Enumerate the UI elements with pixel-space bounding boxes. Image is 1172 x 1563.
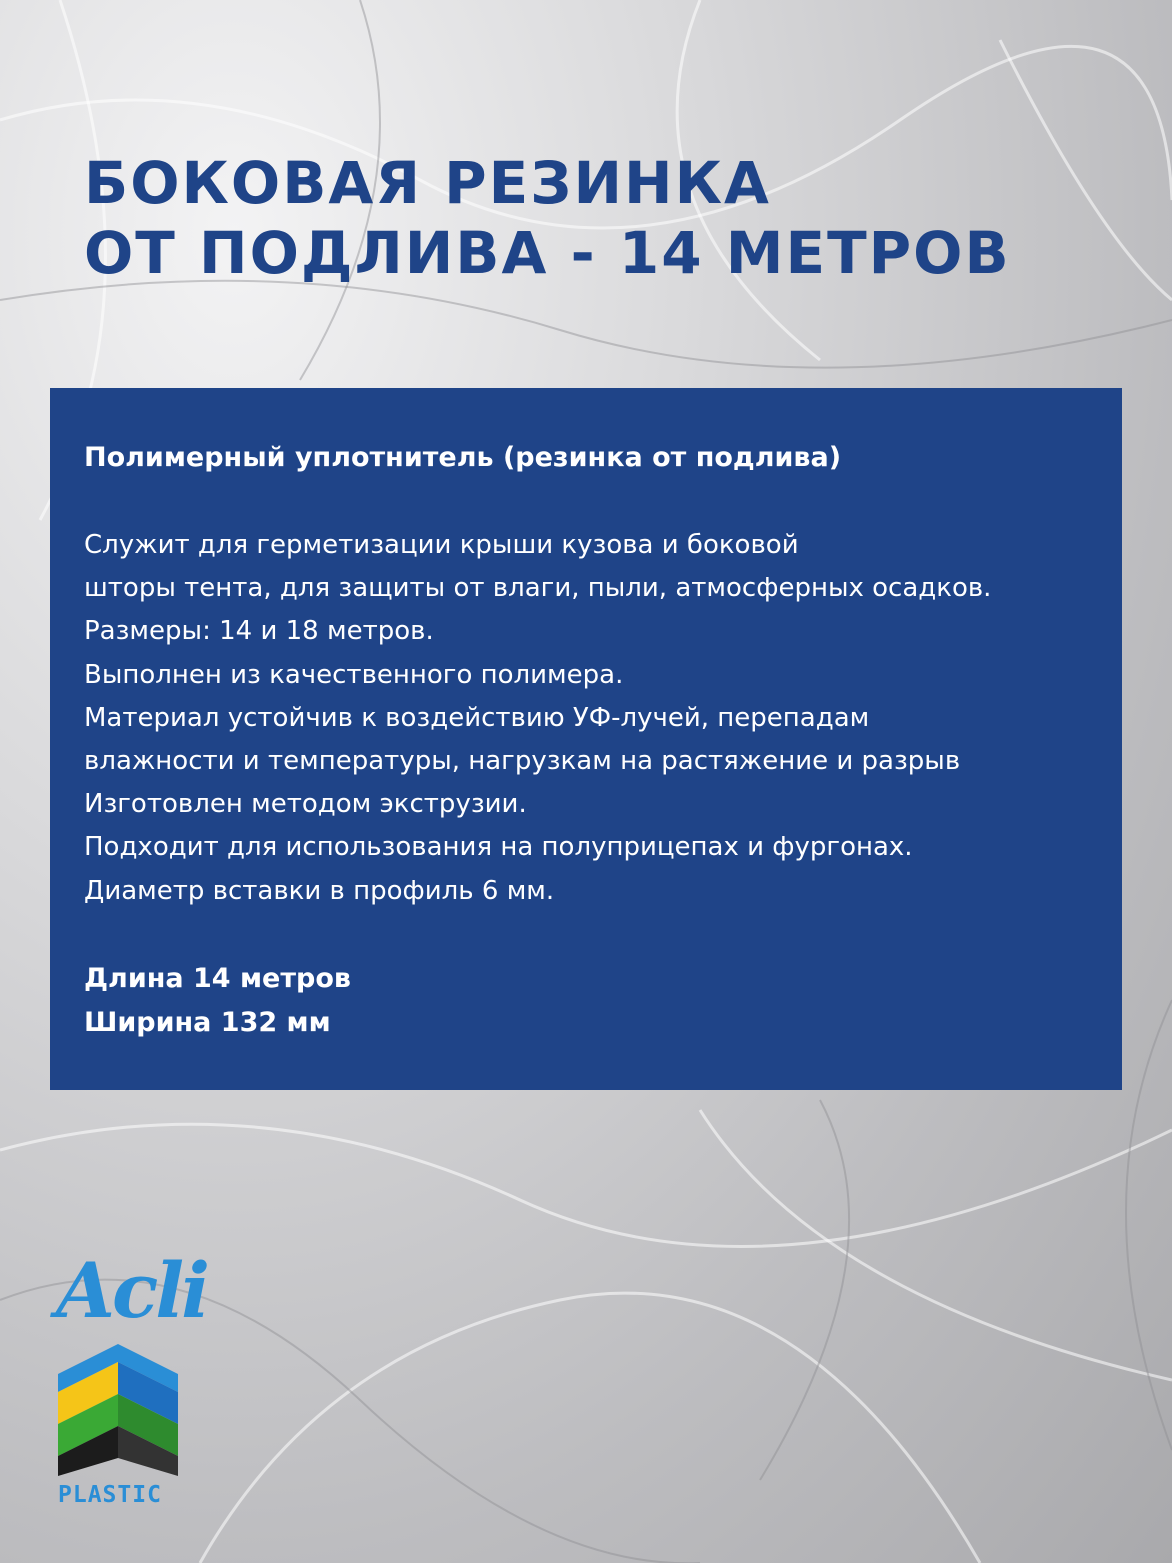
description-line: Изготовлен методом экструзии. bbox=[84, 789, 527, 820]
logo-cube-icon bbox=[58, 1344, 178, 1476]
product-info-panel bbox=[50, 388, 1122, 1090]
product-description bbox=[84, 524, 1092, 913]
description-line: Материал устойчив к воздействию УФ-лучей, перепадам bbox=[84, 702, 870, 733]
spec-width: Ширина 132 мм bbox=[84, 1006, 331, 1038]
product-specs bbox=[84, 957, 1092, 1045]
page-title bbox=[84, 148, 1084, 288]
description-line: Размеры: 14 и 18 метров. bbox=[84, 616, 434, 647]
spec-length: Длина 14 метров bbox=[84, 962, 351, 994]
description-line: влажности и температуры, нагрузкам на растяжение и разрыв bbox=[84, 746, 961, 777]
title-line-1: БОКОВАЯ РЕЗИНКА bbox=[84, 149, 771, 217]
product-subtitle: Полимерный уплотнитель (резинка от подлива) bbox=[84, 442, 842, 473]
logo-script-text: Acli bbox=[56, 1246, 207, 1335]
brand-logo bbox=[56, 1236, 207, 1516]
description-line: Выполнен из качественного полимера. bbox=[84, 659, 624, 690]
description-line: Подходит для использования на полуприцепах и фургонах. bbox=[84, 832, 913, 863]
description-line: шторы тента, для защиты от влаги, пыли, атмосферных осадков. bbox=[84, 573, 992, 604]
logo-plastic-text: PLASTIC bbox=[58, 1482, 162, 1508]
description-line: Диаметр вставки в профиль 6 мм. bbox=[84, 875, 555, 906]
title-line-2: ОТ ПОДЛИВА - 14 МЕТРОВ bbox=[84, 219, 1011, 287]
description-line: Служит для герметизации крыши кузова и боковой bbox=[84, 530, 799, 560]
